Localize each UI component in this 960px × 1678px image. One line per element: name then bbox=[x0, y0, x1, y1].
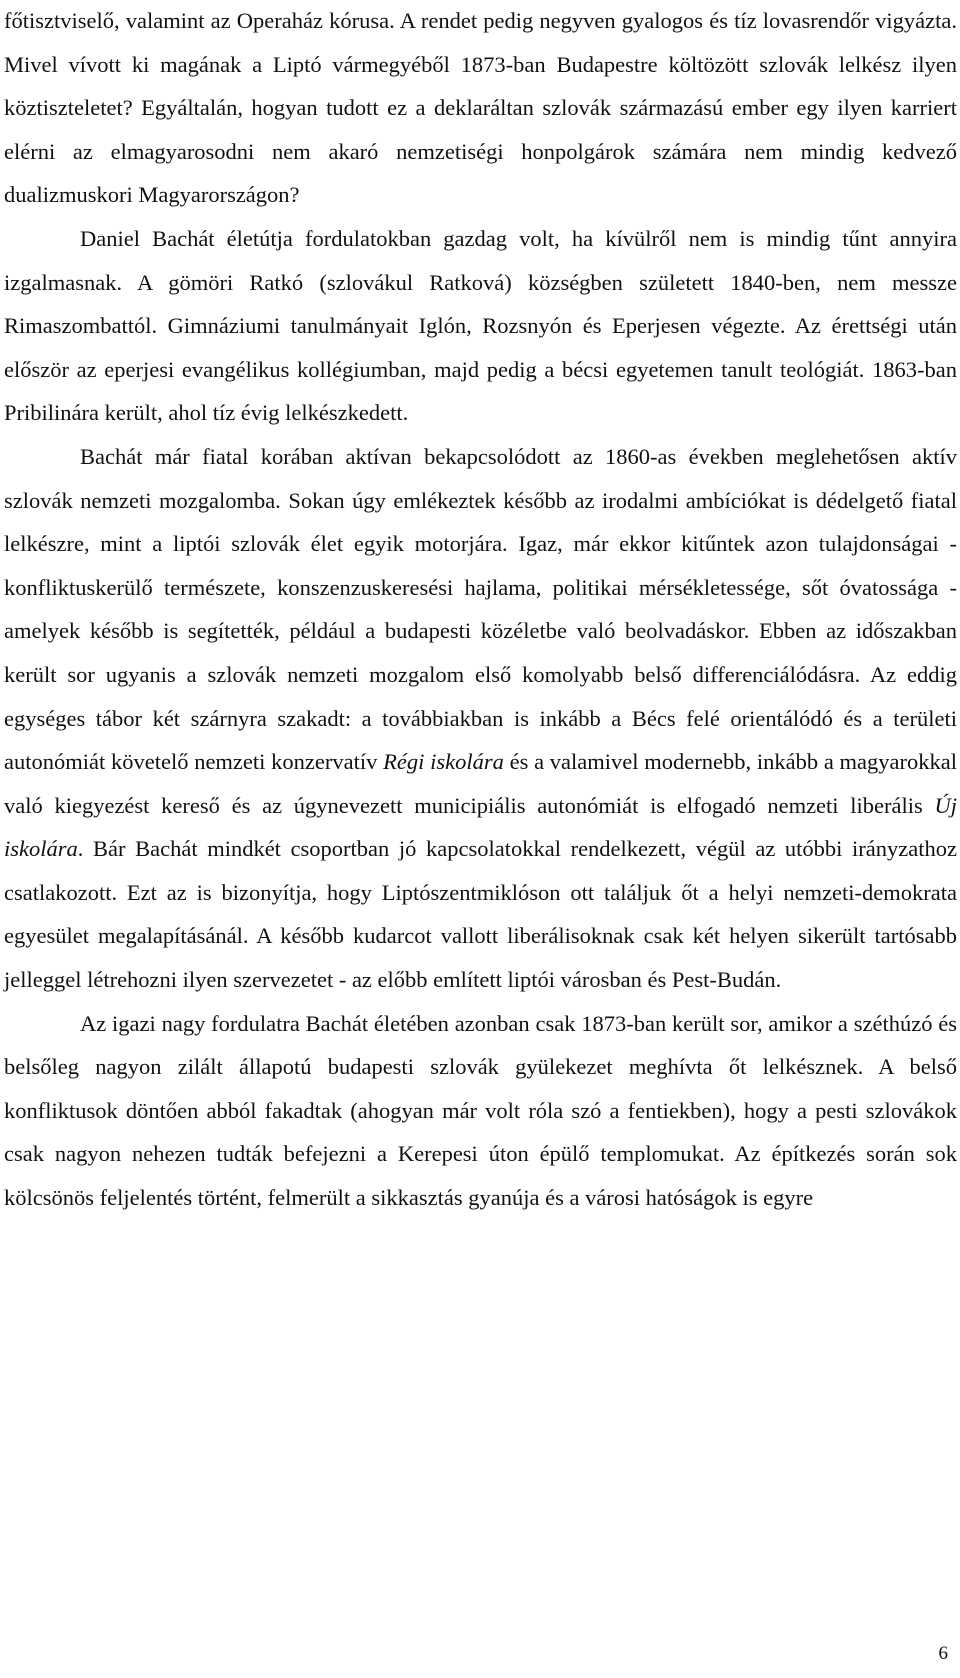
body-paragraph bbox=[4, 0, 957, 217]
paragraph-text: és a valamivel modernebb, inkább a magyarokkal való kiegyezést kereső és az úgynevezett municipiális autonómiát is elfogadó nemzeti liberális bbox=[4, 749, 958, 818]
italic-term: Régi iskolára bbox=[383, 749, 504, 775]
paragraph-text: Bachát már fiatal korában aktívan bekapcsolódott az 1860-as években meglehetősen aktív szlovák nemzeti mozgalomba. Sokan úgy emlékeztek később az irodalmi ambíciókat is dédelgető fiatal lelkészre, mint a liptói szlovák élet egyik motorjára. Igaz, már ekkor kitűntek azon tulajdonságai - konfliktuskerülő természete, konszenzuskeresési hajlama, politikai mérsékletessége, sőt óvatossága - amelyek később is segítették, például a budapesti közéletbe való beolvadáskor. Ebben az időszakban került sor ugyanis a szlovák nemzeti mozgalom első komolyabb belső differenciálódásra. Az eddig egységes tábor két szárnyra szakadt: a továbbiakban is inkább a Bécs felé orientálódó és a területi autonómiát követelő nemzeti konzervatív bbox=[4, 443, 957, 775]
body-paragraph bbox=[4, 1002, 957, 1220]
body-paragraph bbox=[4, 435, 957, 1002]
paragraph-text: . Bár Bachát mindkét csoportban jó kapcsolatokkal rendelkezett, végül az utóbbi irányzathoz csatlakozott. Ezt az is bizonyítja, hogy Liptószentmiklóson ott találjuk őt a helyi nemzeti-demokrata egyesület megalapításánál. A később kudarcot vallott liberálisoknak csak két helyen sikerült tartósabb jelleggel létrehozni ilyen szervezetet - az előbb említett liptói városban és Pest-Budán. bbox=[4, 836, 957, 993]
paragraph-text: Az igazi nagy fordulatra Bachát életében azonban csak 1873-ban került sor, amikor a széthúzó és belsőleg nagyon zilált állapotú budapesti szlovák gyülekezet meghívta őt lelkésznek. A belső konfliktusok döntően abból fakadtak (ahogyan már volt róla szó a fentiekben), hogy a pesti szlovákok csak nagyon nehezen tudták befejezni a Kerepesi úton épülő templomukat. Az építkezés során sok kölcsönös feljelentés történt, felmerült a sikkasztás gyanúja és a városi hatóságok is egyre bbox=[4, 1010, 957, 1211]
paragraph-text: Daniel Bachát életútja fordulatokban gazdag volt, ha kívülről nem is mindig tűnt annyira izgalmasnak. A gömöri Ratkó (szlovákul Ratková) községben született 1840-ben, nem messze Rimaszombattól. Gimnáziumi tanulmányait Iglón, Rozsnyón és Eperjesen végezte. Az érettségi után először az eperjesi evangélikus kollégiumban, majd pedig a bécsi egyetemen tanult teológiát. 1863-ban Pribilinára került, ahol tíz évig lelkészkedett. bbox=[4, 225, 957, 426]
italic-term: Új iskolára bbox=[4, 792, 957, 862]
body-paragraph bbox=[4, 217, 957, 435]
document-body-text bbox=[4, 0, 957, 1220]
paragraph-text: főtisztviselő, valamint az Operaház kórusa. A rendet pedig negyven gyalogos és tíz lovasrendőr vigyázta. Mivel vívott ki magának a Liptó vármegyéből 1873-ban Budapestre költözött szlovák lelkész ilyen köztiszteletet? Egyáltalán, hogyan tudott ez a deklaráltan szlovák származású ember egy ilyen karriert elérni az elmagyarosodni nem akaró nemzetiségi honpolgárok számára nem mindig kedvező dualizmuskori Magyarországon? bbox=[4, 8, 957, 208]
document-page bbox=[4, 0, 957, 1220]
page-number: 6 bbox=[938, 1643, 948, 1664]
